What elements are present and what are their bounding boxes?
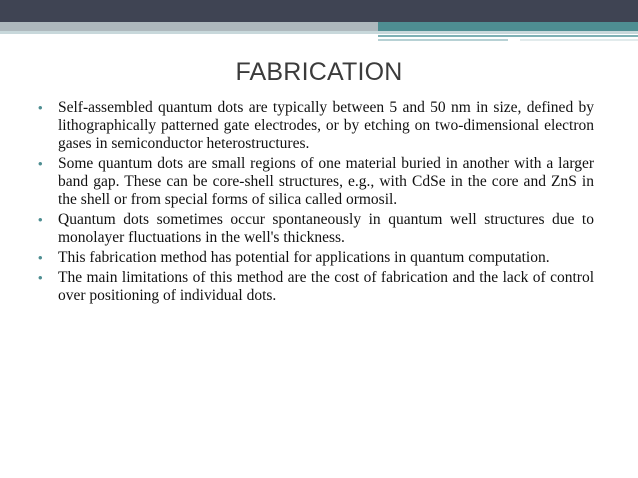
bullet-list xyxy=(38,99,594,307)
bullet-item xyxy=(38,211,594,247)
header-stripe xyxy=(520,39,638,41)
bullet-text: Some quantum dots are small regions of one material buried in another with a larger band gap. These can be core-shell structures, e.g., with CdSe in the core and ZnS in the shell or from special forms of silica called ormosil. xyxy=(58,155,594,208)
bullet-dot-icon: • xyxy=(38,270,43,285)
header-band-light xyxy=(0,31,638,34)
header-stripe xyxy=(378,39,508,41)
bullet-dot-icon: • xyxy=(38,212,43,227)
bullet-text: This fabrication method has potential for applications in quantum computation. xyxy=(58,249,550,266)
bullet-item xyxy=(38,249,594,267)
bullet-text: Quantum dots sometimes occur spontaneously in quantum well structures due to monolayer fluctuations in the well's thickness. xyxy=(58,211,594,246)
bullet-dot-icon: • xyxy=(38,156,43,171)
header-band-gray xyxy=(0,22,378,31)
bullet-text: Self-assembled quantum dots are typically between 5 and 50 nm in size, defined by lithographically patterned gate electrodes, or by etching on two-dimensional electron gases in semiconductor heterostructures. xyxy=(58,99,594,152)
header-stripe xyxy=(378,35,638,37)
slide-title: FABRICATION xyxy=(235,58,403,86)
header-band-dark xyxy=(0,0,638,22)
bullet-item xyxy=(38,99,594,153)
bullet-item xyxy=(38,269,594,305)
bullet-dot-icon: • xyxy=(38,100,43,115)
bullet-item xyxy=(38,155,594,209)
bullet-dot-icon: • xyxy=(38,250,43,265)
bullet-text: The main limitations of this method are the cost of fabrication and the lack of control over positioning of individual dots. xyxy=(58,269,594,304)
